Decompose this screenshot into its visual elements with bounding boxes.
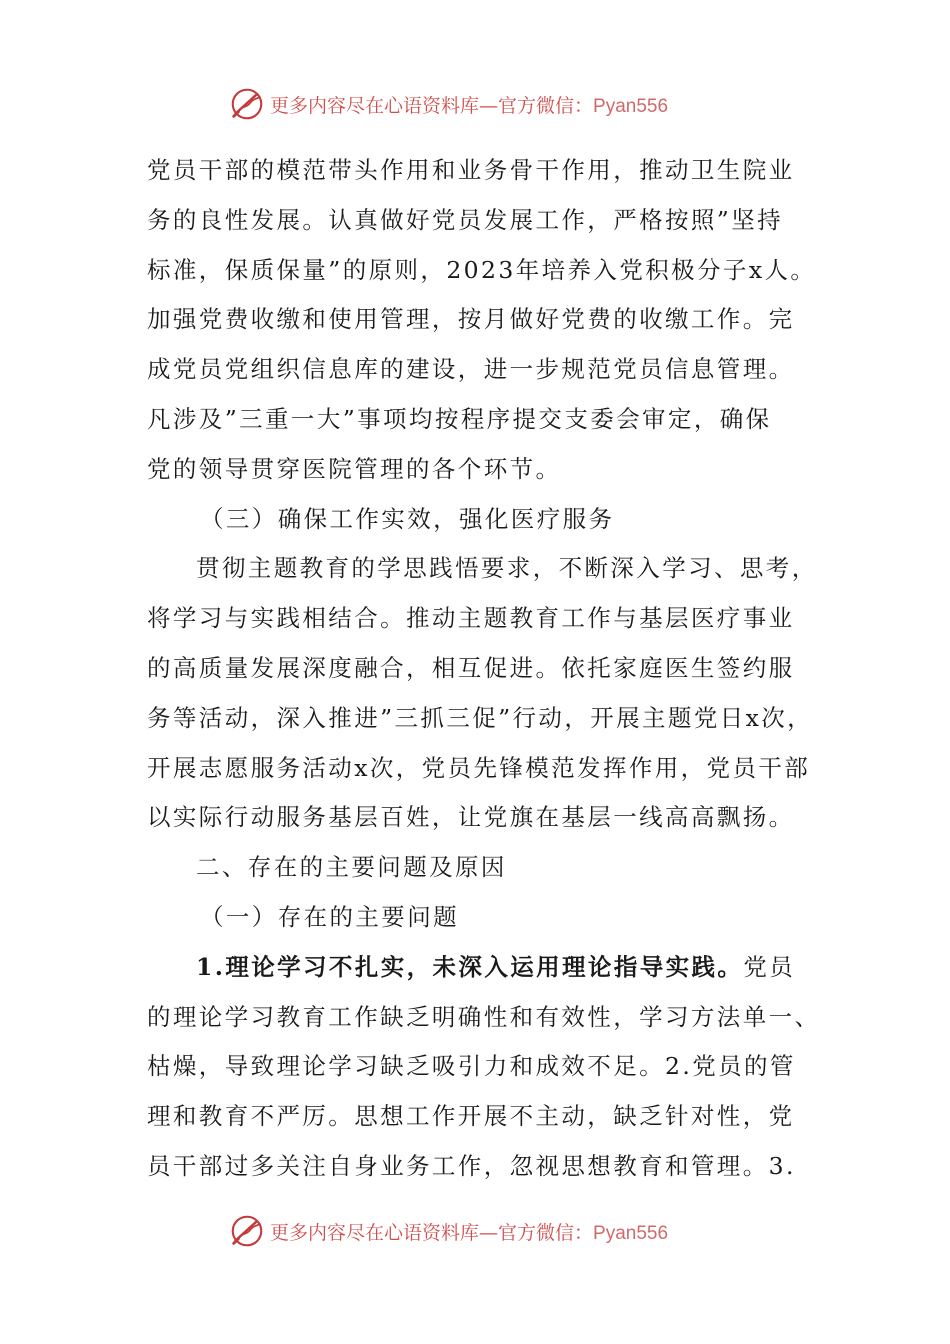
paragraph-line: 凡涉及”三重一大”事项均按程序提交支委会审定，确保 — [147, 404, 772, 433]
paragraph-line: 理和教育不严厉。思想工作开展不主动，缺乏针对性，党 — [147, 1102, 795, 1131]
paragraph-line: 枯燥，导致理论学习缺乏吸引力和成效不足。2.党员的管 — [147, 1052, 796, 1081]
paragraph-line — [147, 943, 847, 993]
pen-seal-icon — [228, 85, 266, 123]
footer-watermark-banner — [228, 1211, 668, 1251]
paragraph-line: 加强党费收缴和使用管理，按月做好党费的收缴工作。完 — [147, 305, 795, 334]
paragraph-line: 贯彻主题教育的学思践悟要求，不断深入学习、思考， — [196, 554, 818, 583]
header-watermark-banner — [228, 84, 668, 124]
paragraph-line: 标准，保质保量”的原则，2023年培养入党积极分子x人。 — [147, 255, 817, 284]
section-heading: （三）确保工作实效，强化医疗服务 — [200, 504, 615, 533]
paragraph-line: 党的领导贯穿医院管理的各个环节。 — [147, 454, 562, 483]
wechat-id: Pyan556 — [593, 95, 669, 117]
paragraph-line: 开展志愿服务活动x次，党员先锋模范发挥作用，党员干部 — [147, 753, 811, 782]
watermark-text: 更多内容尽在心语资料库—官方微信：Pyan556 — [270, 1221, 669, 1244]
document-body — [147, 146, 847, 1192]
paragraph-line: 务等活动，深入推进”三抓三促”行动，开展主题党日x次， — [147, 703, 814, 732]
wechat-id: Pyan556 — [593, 1222, 669, 1244]
paragraph-line: 的理论学习教育工作缺乏明确性和有效性，学习方法单一、 — [147, 1002, 821, 1031]
section-heading: （一）存在的主要问题 — [200, 902, 459, 931]
pen-seal-icon — [228, 1212, 266, 1250]
paragraph-line: 以实际行动服务基层百姓，让党旗在基层一线高高飘扬。 — [147, 803, 795, 832]
paragraph-line: 成党员党组织信息库的建设，进一步规范党员信息管理。 — [147, 355, 795, 384]
chapter-heading: 二、存在的主要问题及原因 — [196, 853, 507, 882]
paragraph-line: 员干部过多关注自身业务工作，忽视思想教育和管理。3. — [147, 1151, 796, 1180]
paragraph-line: 党员干部的模范带头作用和业务骨干作用，推动卫生院业 — [147, 156, 795, 184]
paragraph-line: 将学习与实践相结合。推动主题教育工作与基层医疗事业 — [147, 604, 795, 633]
paragraph-line: 的高质量发展深度融合，相互促进。依托家庭医生签约服 — [147, 653, 795, 682]
watermark-text: 更多内容尽在心语资料库—官方微信：Pyan556 — [270, 94, 669, 117]
paragraph-line: 务的良性发展。认真做好党员发展工作，严格按照”坚持 — [147, 205, 784, 234]
item-text: 党员 — [743, 952, 796, 981]
bold-item-title: 1.理论学习不扎实，未深入运用理论指导实践。 — [196, 952, 744, 981]
